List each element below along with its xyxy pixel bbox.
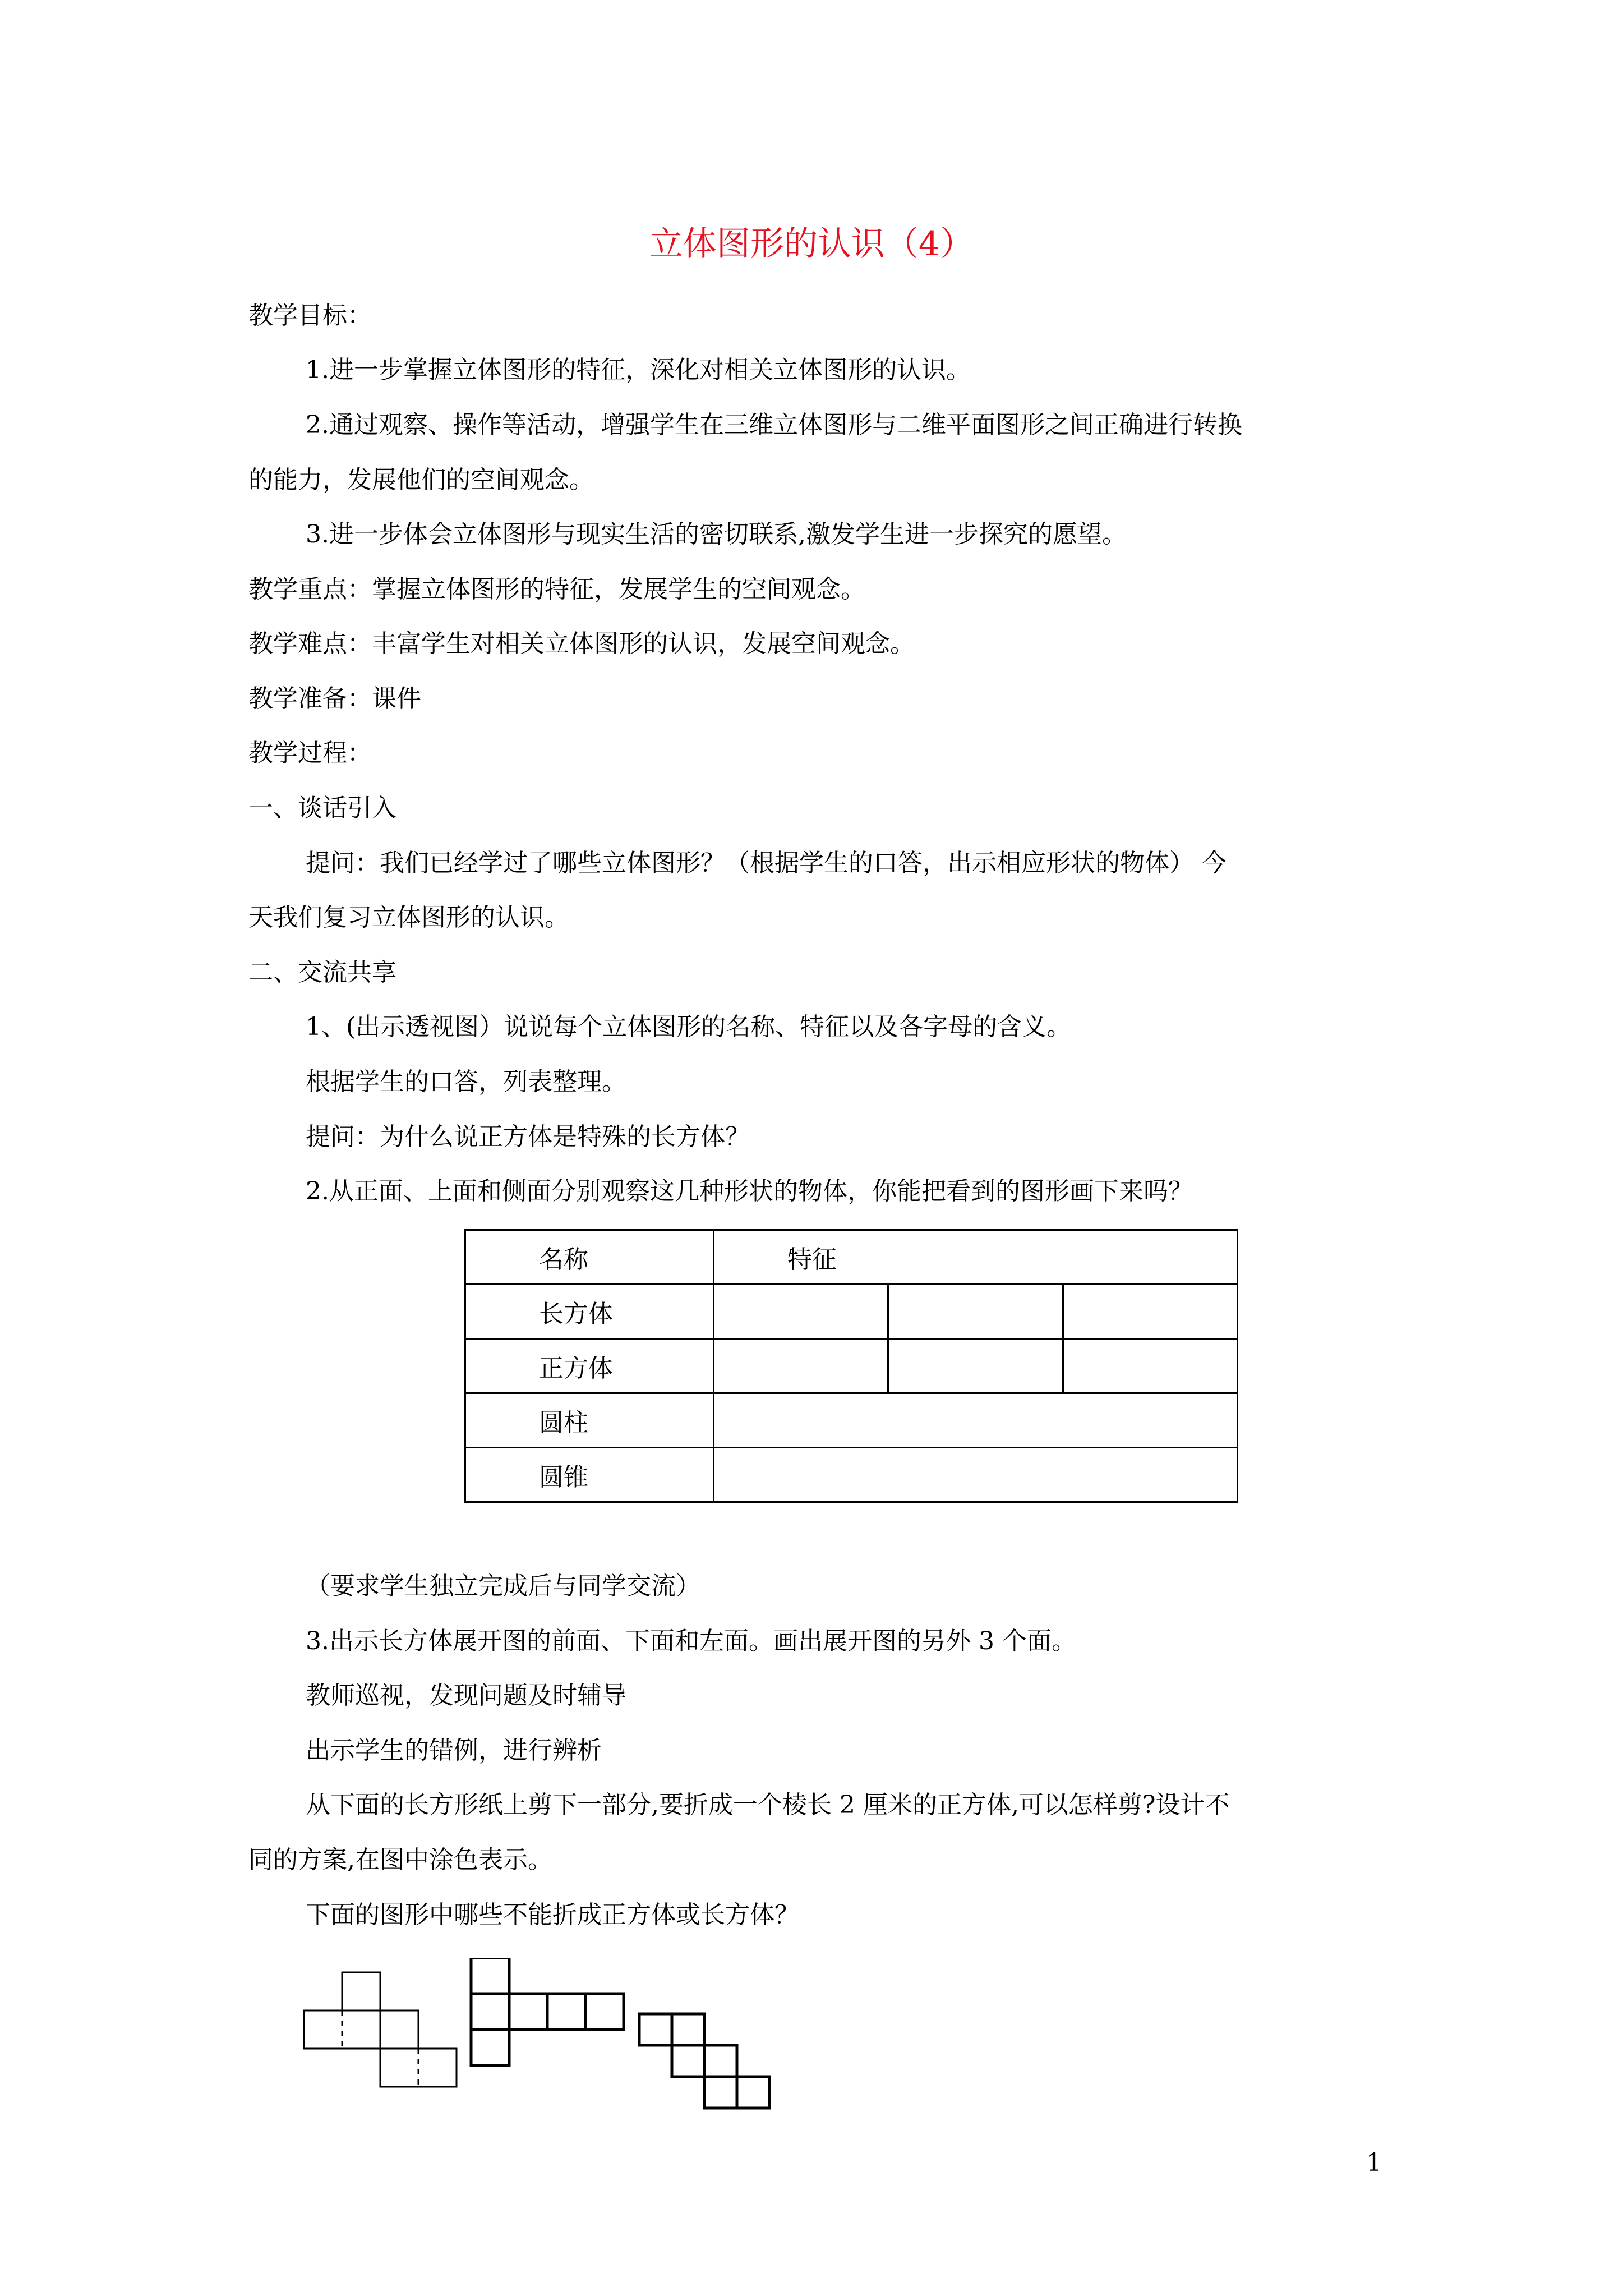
section-heading: 一、谈话引入 bbox=[248, 794, 396, 822]
text-line: 教学目标： bbox=[248, 301, 372, 330]
page-number: 1 bbox=[1366, 2148, 1382, 2177]
text-line: 教学准备：课件 bbox=[248, 684, 421, 713]
table-row bbox=[465, 1393, 1238, 1448]
cube-nets-figure bbox=[303, 1958, 785, 2126]
document-title: 立体图形的认识（4） bbox=[649, 224, 974, 264]
net-square bbox=[342, 1972, 380, 2010]
text-line: 同的方案,在图中涂色表示。 bbox=[248, 1846, 552, 1874]
table-cell bbox=[714, 1393, 1238, 1448]
table-cell: 长方体 bbox=[465, 1285, 714, 1339]
table-row bbox=[465, 1285, 1238, 1339]
text-line: 教学过程： bbox=[248, 739, 372, 767]
text-line: （要求学生独立完成后与同学交流） bbox=[306, 1572, 700, 1600]
text-line: 3.出示长方体展开图的前面、下面和左面。画出展开图的另外 3 个面。 bbox=[306, 1627, 1076, 1655]
table-cell bbox=[1063, 1285, 1237, 1339]
text-line: 提问：为什么说正方体是特殊的长方体？ bbox=[306, 1122, 750, 1151]
table-cell: 正方体 bbox=[465, 1339, 714, 1393]
text-line: 从下面的长方形纸上剪下一部分,要折成一个棱长 2 厘米的正方体,可以怎样剪?设计不 bbox=[306, 1791, 1230, 1819]
text-line: 1.进一步掌握立体图形的特征，深化对相关立体图形的认识。 bbox=[306, 356, 971, 384]
feature-table bbox=[464, 1229, 1238, 1503]
table-header-feature: 特征 bbox=[714, 1230, 1238, 1285]
text-line: 根据学生的口答，列表整理。 bbox=[306, 1068, 626, 1096]
table-cell bbox=[888, 1285, 1063, 1339]
table-cell: 圆锥 bbox=[465, 1448, 714, 1502]
net-figure-3 bbox=[639, 2014, 769, 2108]
net-square bbox=[380, 2010, 418, 2049]
text-line: 1、(出示透视图）说说每个立体图形的名称、特征以及各字母的含义。 bbox=[306, 1013, 1072, 1041]
section-heading: 二、交流共享 bbox=[248, 958, 396, 987]
text-line: 的能力，发展他们的空间观念。 bbox=[248, 466, 594, 494]
text-line: 教师巡视，发现问题及时辅导 bbox=[306, 1681, 626, 1710]
table-row bbox=[465, 1339, 1238, 1393]
text-line: 教学难点：丰富学生对相关立体图形的认识，发展空间观念。 bbox=[248, 629, 915, 658]
table-row bbox=[465, 1230, 1238, 1285]
table-cell bbox=[714, 1285, 888, 1339]
text-line: 教学重点：掌握立体图形的特征，发展学生的空间观念。 bbox=[248, 575, 865, 604]
text-line: 出示学生的错例，进行辨析 bbox=[306, 1736, 602, 1765]
text-line: 2.从正面、上面和侧面分别观察这几种形状的物体，你能把看到的图形画下来吗？ bbox=[306, 1177, 1193, 1205]
text-line: 2.通过观察、操作等活动，增强学生在三维立体图形与二维平面图形之间正确进行转换 bbox=[306, 411, 1242, 439]
text-line: 3.进一步体会立体图形与现实生活的密切联系,激发学生进一步探究的愿望。 bbox=[306, 520, 1127, 549]
table-cell: 圆柱 bbox=[465, 1393, 714, 1448]
text-line: 提问：我们已经学过了哪些立体图形？（根据学生的口答，出示相应形状的物体） 今 bbox=[306, 849, 1227, 877]
table-cell bbox=[888, 1339, 1063, 1393]
net-figure-1 bbox=[304, 1972, 457, 2087]
table-cell bbox=[714, 1339, 888, 1393]
net-figure-2 bbox=[471, 1958, 624, 2065]
table-header-name: 名称 bbox=[465, 1230, 714, 1285]
text-line: 天我们复习立体图形的认识。 bbox=[248, 903, 569, 932]
table-row bbox=[465, 1448, 1238, 1502]
text-line: 下面的图形中哪些不能折成正方体或长方体？ bbox=[306, 1901, 799, 1929]
table-cell bbox=[714, 1448, 1238, 1502]
table-cell bbox=[1063, 1339, 1237, 1393]
